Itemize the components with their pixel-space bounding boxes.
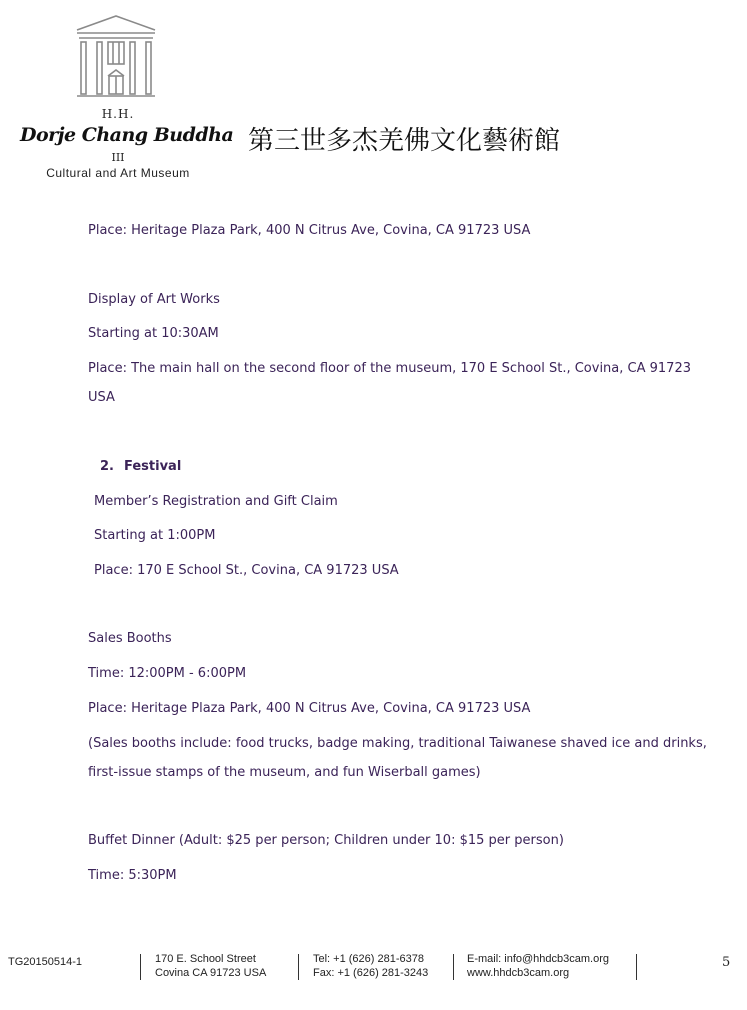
museum-building-icon <box>75 14 157 100</box>
footer-divider <box>636 954 637 980</box>
footer-divider <box>298 954 299 980</box>
logo-hh-text: H.H. <box>101 107 135 121</box>
sales-time: Time: 12:00PM - 6:00PM <box>88 666 247 681</box>
sales-place: Place: Heritage Plaza Park, 400 N Citrus Ave, Covina, CA 91723 USA <box>88 701 531 716</box>
display-place-line-1: Place: The main hall on the second floor of the museum, 170 E School St., Covina, CA 91723 <box>88 361 691 376</box>
logo-name-text: Dorje Chang Buddha <box>20 124 234 146</box>
section-title: Festival <box>124 459 182 474</box>
sales-note-line-2: first-issue stamps of the museum, and fun Wiserball games) <box>88 765 481 780</box>
registration-place: Place: 170 E School St., Covina, CA 91723 USA <box>94 563 399 578</box>
display-start-time: Starting at 10:30AM <box>88 326 219 341</box>
display-title: Display of Art Works <box>88 292 220 307</box>
footer-divider <box>453 954 454 980</box>
document-id: TG20150514-1 <box>8 956 82 968</box>
footer-address-line-2: Covina CA 91723 USA <box>155 967 267 979</box>
logo-subtitle: Cultural and Art Museum <box>46 166 190 180</box>
footer-divider <box>140 954 141 980</box>
registration-title: Member’s Registration and Gift Claim <box>94 494 338 509</box>
chinese-title: 第三世多杰羌佛文化藝術館 <box>248 126 561 156</box>
buffet-time: Time: 5:30PM <box>88 868 177 883</box>
place-line: Place: Heritage Plaza Park, 400 N Citrus Ave, Covina, CA 91723 USA <box>88 223 531 238</box>
sales-note-line-1: (Sales booths include: food trucks, badge making, traditional Taiwanese shaved ice and drinks, <box>88 736 707 751</box>
footer-address-line-1: 170 E. School Street <box>155 953 256 965</box>
display-place-line-2: USA <box>88 390 115 405</box>
registration-start-time: Starting at 1:00PM <box>94 528 216 543</box>
page-number: 5 <box>722 955 731 970</box>
footer-fax: Fax: +1 (626) 281-3243 <box>313 967 429 979</box>
footer-website: www.hhdcb3cam.org <box>467 967 570 979</box>
footer-email: E-mail: info@hhdcb3cam.org <box>467 953 610 965</box>
sales-title: Sales Booths <box>88 631 172 646</box>
logo-iii-text: III <box>111 151 125 164</box>
section-number: 2. <box>100 459 114 474</box>
buffet-title: Buffet Dinner (Adult: $25 per person; Children under 10: $15 per person) <box>88 833 564 848</box>
footer-tel: Tel: +1 (626) 281-6378 <box>313 953 424 965</box>
museum-logo <box>20 14 234 184</box>
